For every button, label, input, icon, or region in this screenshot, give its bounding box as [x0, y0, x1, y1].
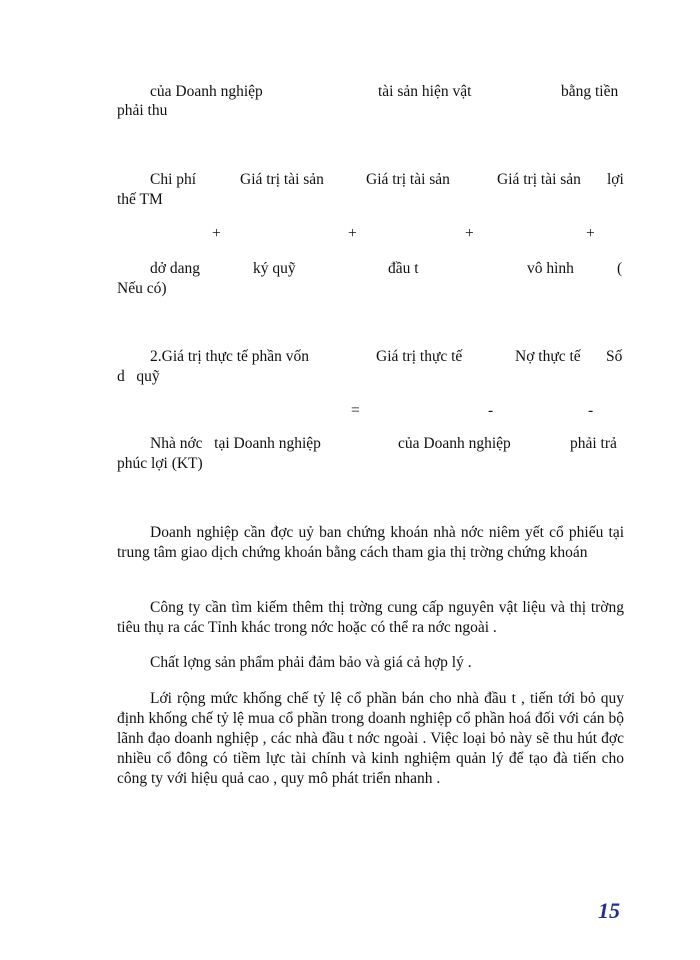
paragraph-listing-text: Doanh nghiệp cần đợc uỷ ban chứng khoán nhà nớc niêm yết cổ phiếu tại trung tâm giao dịch chứng khoán bằng cách tham gia thị trờng chứng khoán: [117, 524, 624, 561]
paragraph-shares-text: Lới rộng mức khống chế tỷ lệ cổ phần bán cho nhà đầu t , tiến tới bỏ quy định khống chế tỷ lệ mua cổ phần trong doanh nghiệp cổ phần hoá đối với cán bộ lãnh đạo doanh nghiệp , các nhà đầu t nớc ngoài . Việc loại bỏ này sẽ thu hút đợc nhiều cổ đông có tiềm lực tài chính và kinh nghiệm quản lý để tạo đà tiến cho công ty với hiệu quả cao , quy mô phát triển nhanh .: [117, 690, 624, 787]
formula1-term-asset-value-1: Giá trị tài sản: [240, 171, 324, 188]
formula1-plus-1: +: [212, 225, 221, 242]
formula2-term-actual-value: Giá trị thực tế: [376, 348, 463, 365]
formula1-term-enterprise: của Doanh nghiệp: [150, 83, 263, 100]
formula1-term-in-progress: dở dang: [150, 260, 200, 277]
formula1-term-cost: Chi phí: [150, 171, 197, 188]
formula2-term-state-at-enterprise: Nhà nớc tại Doanh nghiệp: [150, 435, 321, 452]
formula1-term-receivable: phải thu: [117, 102, 168, 119]
formula1-term-if-any: Nếu có): [117, 280, 167, 297]
formula2-minus-2: -: [588, 402, 594, 419]
formula1-term-asset-value-3: Giá trị tài sản: [497, 171, 581, 188]
formula2-equals: =: [351, 402, 360, 419]
formula1-term-physical-assets: tài sản hiện vật: [378, 83, 472, 100]
paragraph-shares: [117, 689, 624, 789]
formula2-term-actual-debt: Nợ thực tế: [515, 348, 581, 365]
formula1-plus-4: +: [586, 225, 595, 242]
formula1-term-paren: (: [617, 260, 623, 277]
formula2-minus-1: -: [488, 402, 494, 419]
paragraph-quality: [117, 653, 624, 673]
formula1-term-deposit: ký quỹ: [253, 260, 296, 277]
formula1-term-goodwill: lợi: [607, 171, 624, 188]
formula1-term-intangible: vô hình: [527, 260, 574, 277]
formula2-term-welfare: phúc lợi (KT): [117, 455, 203, 472]
formula2-term-balance: Số: [606, 348, 623, 365]
formula1-plus-2: +: [348, 225, 357, 242]
formula1-term-cash: bằng tiền: [561, 83, 619, 100]
formula1-plus-3: +: [465, 225, 474, 242]
formula2-term-state-capital: 2.Giá trị thực tế phần vốn: [150, 348, 310, 365]
formula1-term-asset-value-2: Giá trị tài sản: [366, 171, 450, 188]
formula2-term-of-enterprise: của Doanh nghiệp: [398, 435, 511, 452]
formula2-term-fund: d quỹ: [117, 368, 160, 385]
formula1-term-investment: đầu t: [388, 260, 419, 277]
paragraph-listing: [117, 523, 624, 563]
page-number: 15: [598, 898, 620, 923]
paragraph-market: [117, 598, 624, 638]
paragraph-quality-text: Chất lợng sản phẩm phải đảm bảo và giá cả hợp lý .: [150, 654, 472, 671]
formula2-term-payable: phải trả: [570, 435, 617, 452]
paragraph-market-text: Công ty cần tìm kiếm thêm thị trờng cung cấp nguyên vật liệu và thị trờng tiêu thụ ra các Tỉnh khác trong nớc hoặc có thể ra nớc ngoài .: [117, 599, 624, 636]
formula1-term-goodwill-cont: thế TM: [117, 191, 163, 208]
